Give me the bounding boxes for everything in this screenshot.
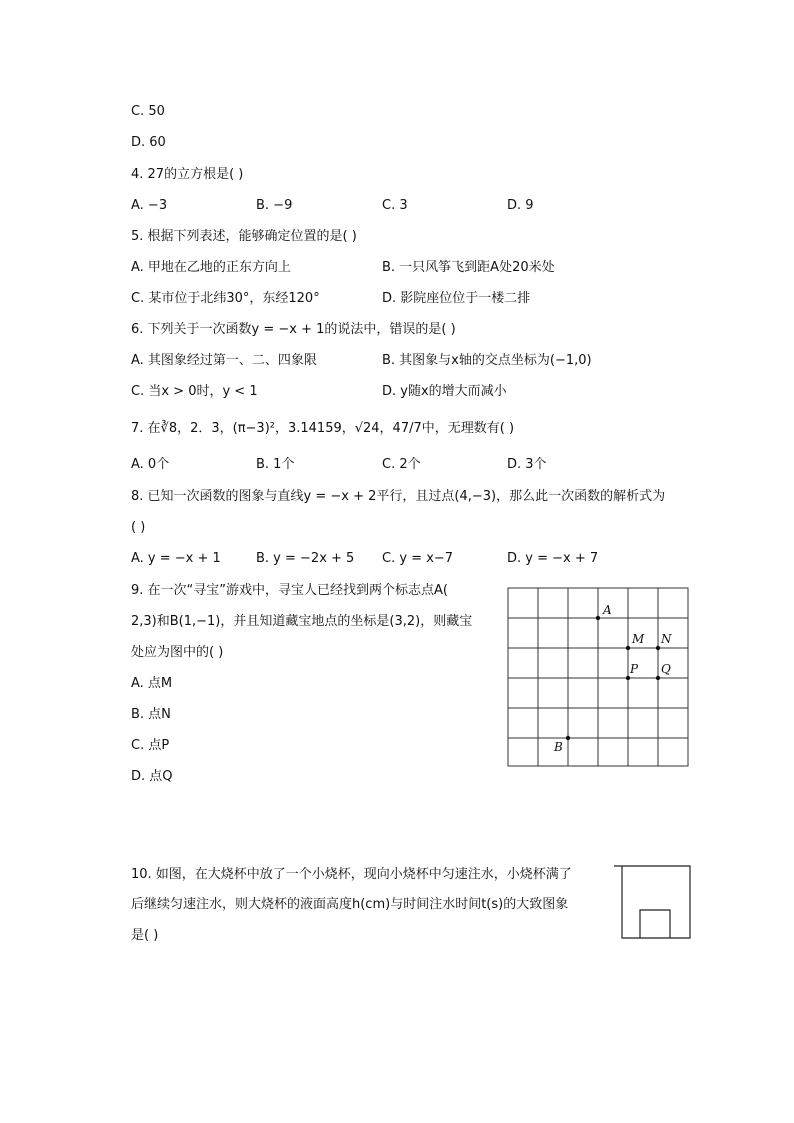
q10-stem: 10. 如图，在大烧杯中放了一个小烧杯，现向小烧杯中匀速注水，小烧杯满了 (131, 867, 572, 882)
small-beaker (640, 910, 670, 938)
q9-option-d: D. 点Q (131, 769, 173, 784)
q8-option-b: B. y = −2x + 5 (256, 551, 355, 566)
q10-stem-cont2: 是( ) (131, 928, 159, 943)
q9-option-b: B. 点N (131, 707, 171, 722)
point-b (566, 736, 570, 740)
q8-option-c: C. y = x−7 (382, 551, 454, 566)
q9-stem: 9. 在一次“寻宝”游戏中，寻宝人已经找到两个标志点A( (131, 583, 448, 598)
q5-option-c: C. 某市位于北纬30°，东经120° (131, 291, 320, 306)
label-b: B (554, 740, 563, 754)
label-p: P (630, 662, 639, 676)
label-q: Q (661, 662, 671, 676)
q8-option-d: D. y = −x + 7 (507, 551, 599, 566)
q8-stem-cont: ( ) (131, 520, 146, 535)
q4-option-b: B. −9 (256, 198, 293, 213)
point-m (626, 646, 630, 650)
label-m: M (632, 632, 645, 646)
q9-option-c: C. 点P (131, 738, 170, 753)
q4-stem: 4. 27的立方根是( ) (131, 167, 244, 182)
point-n (656, 646, 660, 650)
large-beaker (614, 866, 690, 938)
q7-option-d: D. 3个 (507, 457, 547, 472)
q7-stem: 7. 在∛8，2．3̇，(π−3)²，3.14159，√24，47/7中，无理数有( ) (131, 421, 515, 436)
q4-option-a: A. −3 (131, 198, 168, 213)
q9-stem-cont2: 处应为图中的( ) (131, 645, 224, 660)
q6-option-b: B. 其图象与x轴的交点坐标为(−1,0) (382, 353, 592, 368)
grid-lines (508, 588, 688, 766)
point-q (656, 676, 660, 680)
q10-stem-cont: 后继续匀速注水，则大烧杯的液面高度h(cm)与时间注水时间t(s)的大致图象 (131, 897, 569, 912)
q3-option-c: C. 50 (131, 104, 165, 119)
q7-option-c: C. 2个 (382, 457, 421, 472)
q8-stem: 8. 已知一次函数的图象与直线y = −x + 2平行，且过点(4,−3)，那么此一次函数的解析式为 (131, 489, 666, 504)
q9-stem-cont: 2,3)和B(1,−1)，并且知道藏宝地点的坐标是(3,2)，则藏宝 (131, 614, 473, 629)
q6-option-c: C. 当x > 0时，y < 1 (131, 384, 258, 399)
q6-option-d: D. y随x的增大而减小 (382, 384, 507, 399)
q6-stem: 6. 下列关于一次函数y = −x + 1的说法中，错误的是( ) (131, 322, 456, 337)
label-n: N (661, 632, 672, 646)
q10-beaker-figure (612, 860, 696, 944)
q5-stem: 5. 根据下列表述，能够确定位置的是( ) (131, 229, 357, 244)
point-p (626, 676, 630, 680)
point-a (596, 616, 600, 620)
q9-option-a: A. 点M (131, 676, 173, 691)
q6-option-a: A. 其图象经过第一、二、四象限 (131, 353, 317, 368)
label-a: A (603, 603, 612, 617)
q8-option-a: A. y = −x + 1 (131, 551, 221, 566)
q3-option-d: D. 60 (131, 135, 166, 150)
q9-grid-figure (500, 580, 700, 775)
q4-option-d: D. 9 (507, 198, 534, 213)
q4-option-c: C. 3 (382, 198, 408, 213)
q5-option-a: A. 甲地在乙地的正东方向上 (131, 260, 291, 275)
q5-option-d: D. 影院座位位于一楼二排 (382, 291, 531, 306)
q5-option-b: B. 一只风筝飞到距A处20米处 (382, 260, 555, 275)
q7-option-b: B. 1个 (256, 457, 295, 472)
q7-option-a: A. 0个 (131, 457, 170, 472)
